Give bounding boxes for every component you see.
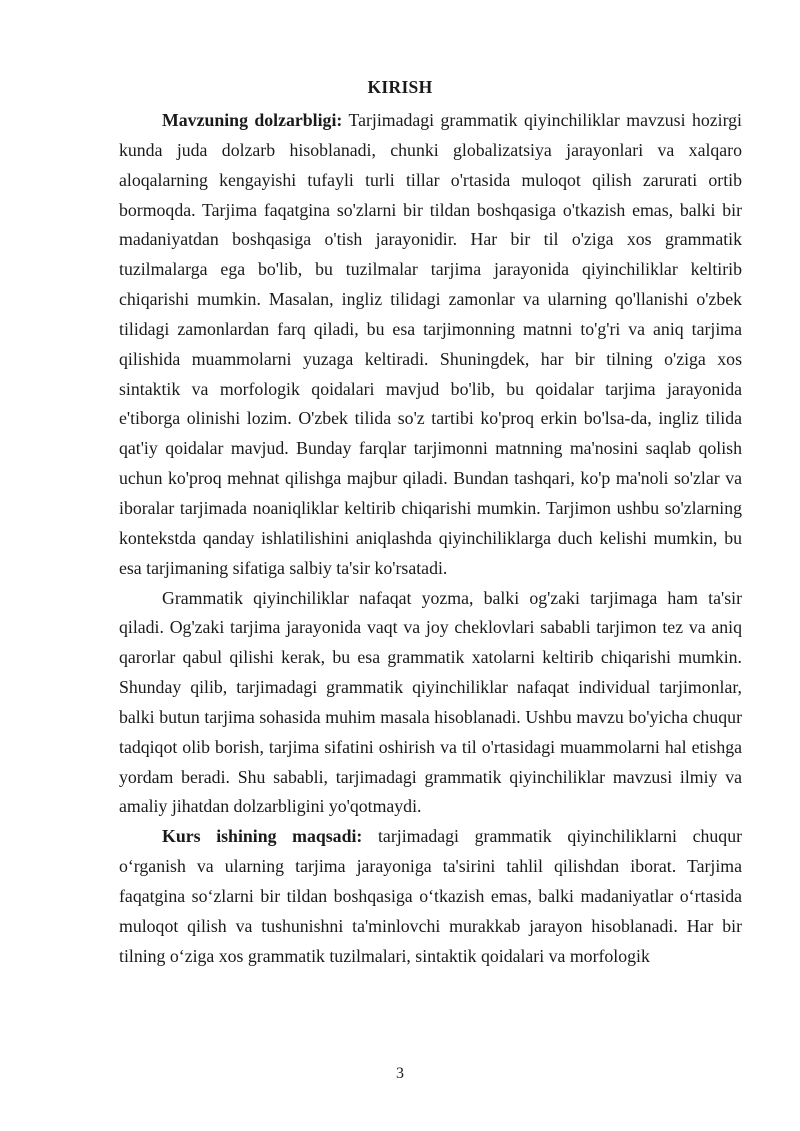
paragraph-lead: Mavzuning dolzarbligi: <box>162 110 343 130</box>
paragraph-relevance <box>119 106 742 584</box>
body-text <box>119 106 742 971</box>
paragraph-text: Grammatik qiyinchiliklar nafaqat yozma, balki og'zaki tarjimaga ham ta'sir qiladi. Og'zaki tarjima jarayonida vaqt va joy cheklovlari sababli tarjimon tez va aniq qarorlar qabul qilishi kerak, bu esa grammatik xatolarni keltirib chiqarishi mumkin. Shunday qilib, tarjimadagi grammatik qiyinchiliklar nafaqat individual tarjimonlar, balki butun tarjima sohasida muhim masala hisoblanadi. Ushbu mavzu bo'yicha chuqur tadqiqot olib borish, tarjima sifatini oshirish va til o'rtasidagi muammolarni hal etishga yordam beradi. Shu sababli, tarjimadagi grammatik qiyinchiliklar mavzusi ilmiy va amaliy jihatdan dolzarbligini yo'qotmaydi. <box>119 587 742 817</box>
page-title: KIRISH <box>367 77 433 97</box>
paragraph-lead: Kurs ishining maqsadi: <box>162 826 363 847</box>
paragraph-oral-translation <box>119 584 742 823</box>
paragraph-aim <box>119 822 742 971</box>
paragraph-text: tarjimadagi grammatik qiyinchiliklarni chuqur o‘rganish va ularning tarjima jarayoniga ta'sirini tahlil qilishdan iborat. Tarjima faqatgina so‘zlarni bir tildan boshqasiga o‘tkazish emas, balki madaniyatlar o‘rtasida muloqot qilish va tushunishni ta'minlovchi murakkab jarayon hisoblanadi. Har bir tilning o‘ziga xos grammatik tuzilmalari, sintaktik qoidalari va morfologik <box>119 826 743 966</box>
paragraph-text: Tarjimadagi grammatik qiyinchiliklar mavzusi hozirgi kunda juda dolzarb hisoblanadi, chunki globalizatsiya jarayonlari va xalqaro aloqalarning kengayishi tufayli turli tillar o'rtasida muloqot qilish zarurati ortib bormoqda. Tarjima faqatgina so'zlarni bir tildan boshqasiga o'tkazish emas, balki bir madaniyatdan boshqasiga o'tish jarayonidir. Har bir til o'ziga xos grammatik tuzilmalarga ega bo'lib, bu tuzilmalar tarjima jarayonida qiyinchiliklar keltirib chiqarishi mumkin. Masalan, ingliz tilidagi zamonlar va ularning qo'llanishi o'zbek tilidagi zamonlardan farq qiladi, bu esa tarjimonning matnni to'g'ri va aniq tarjima qilishida muammolarni yuzaga keltiradi. Shuningdek, har bir tilning o'ziga xos sintaktik va morfologik qoidalari mavjud bo'lib, bu qoidalar tarjima jarayonida e'tiborga olinishi lozim. O'zbek tilida so'z tartibi ko'proq erkin bo'lsa-da, ingliz tilida qat'iy qoidalar mavjud. Bunday farqlar tarjimonni matnning ma'nosini saqlab qolish uchun ko'proq mehnat qilishga majbur qiladi. Bundan tashqari, ko'p ma'noli so'zlar va iboralar tarjimada noaniqliklar keltirib chiqarishi mumkin. Tarjimon ushbu so'zlarning kontekstda qanday ishlatilishini aniqlashda qiyinchiliklarga duch kelishi mumkin, bu esa tarjimaning sifatiga salbiy ta'sir ko'rsatadi. <box>119 110 742 578</box>
page-number: 3 <box>396 1065 404 1082</box>
